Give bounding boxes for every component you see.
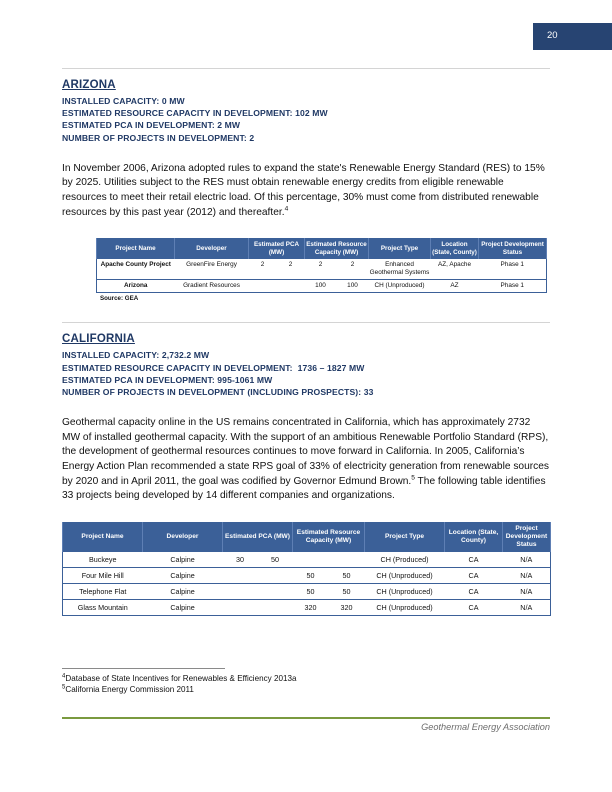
cell-project-type: CH (Unproduced) — [369, 280, 431, 293]
th-project-type: Project Type — [365, 522, 445, 551]
table-row — [63, 583, 551, 599]
cell-status: Phase 1 — [479, 259, 547, 280]
cell-developer: Calpine — [143, 583, 223, 599]
cell-pca-min — [249, 280, 277, 293]
th-status: Project Development Status — [479, 239, 547, 259]
cell-location: CA — [445, 583, 503, 599]
footnote-marker-4: 4 — [284, 205, 289, 213]
table-arizona-header-row — [97, 239, 547, 259]
th-estimated-pca: Estimated PCA (MW) — [249, 239, 305, 259]
cell-developer: GreenFire Energy — [175, 259, 249, 280]
paragraph-arizona — [62, 162, 550, 220]
cell-pca-min: 30 — [223, 551, 258, 567]
footnote-number: 4 — [62, 673, 66, 680]
cell-resource-min: 100 — [305, 280, 337, 293]
cell-project-name: Apache County Project — [97, 259, 175, 280]
state-heading-california: CALIFORNIA — [62, 333, 135, 346]
cell-resource-max — [329, 551, 365, 567]
table-arizona-wrapper — [96, 238, 546, 302]
cell-status: N/A — [503, 599, 551, 615]
table-row — [63, 599, 551, 615]
page-number-block — [533, 23, 612, 50]
cell-location: CA — [445, 567, 503, 583]
cell-pca-min — [223, 567, 258, 583]
footnote-number: 5 — [62, 684, 66, 691]
table-row — [97, 280, 547, 293]
cell-status: N/A — [503, 567, 551, 583]
cell-project-name: Buckeye — [63, 551, 143, 567]
cell-status: N/A — [503, 583, 551, 599]
cell-resource-max: 50 — [329, 583, 365, 599]
cell-project-type: CH (Unproduced) — [365, 567, 445, 583]
cell-project-type: CH (Unproduced) — [365, 583, 445, 599]
th-project-name: Project Name — [97, 239, 175, 259]
state-heading-arizona: ARIZONA — [62, 79, 116, 91]
th-project-name: Project Name — [63, 522, 143, 551]
cell-pca-max: 50 — [258, 551, 293, 567]
cell-location: CA — [445, 551, 503, 567]
cell-resource-max: 100 — [337, 280, 369, 293]
table-row — [97, 259, 547, 280]
th-location: Location (State, County) — [445, 522, 503, 551]
th-estimated-resource-capacity: Estimated Resource Capacity (MW) — [293, 522, 365, 551]
th-project-type: Project Type — [369, 239, 431, 259]
cell-resource-min: 50 — [293, 567, 329, 583]
cell-pca-max — [258, 599, 293, 615]
stats-arizona — [62, 95, 550, 144]
th-status: Project Development Status — [503, 522, 551, 551]
cell-resource-min: 320 — [293, 599, 329, 615]
cell-project-type: Enhanced Geothermal Systems — [369, 259, 431, 280]
stat-pca: ESTIMATED PCA IN DEVELOPMENT: 995-1061 MW — [62, 374, 273, 385]
cell-pca-max — [277, 280, 305, 293]
stat-installed-capacity: INSTALLED CAPACITY: 0 MW — [62, 96, 185, 106]
table-california-wrapper — [62, 522, 550, 616]
cell-status: Phase 1 — [479, 280, 547, 293]
footer-divider — [62, 717, 550, 719]
cell-status: N/A — [503, 551, 551, 567]
cell-project-type: CH (Unproduced) — [365, 599, 445, 615]
page-number: 20 — [547, 30, 558, 41]
table-california-header-row — [63, 522, 551, 551]
cell-location: AZ, Apache — [431, 259, 479, 280]
stat-project-count: NUMBER OF PROJECTS IN DEVELOPMENT: 2 — [62, 132, 255, 143]
cell-project-name: Telephone Flat — [63, 583, 143, 599]
footnote-text: California Energy Commission 2011 — [65, 685, 194, 695]
cell-pca-max — [258, 567, 293, 583]
source-note-arizona: Source: GEA — [100, 295, 139, 303]
cell-resource-max: 320 — [329, 599, 365, 615]
stat-installed-capacity: INSTALLED CAPACITY: 2,732.2 MW — [62, 350, 210, 361]
stat-resource-capacity: ESTIMATED RESOURCE CAPACITY IN DEVELOPMENT: 1736 – 1827 MW — [62, 362, 365, 373]
cell-pca-min — [223, 583, 258, 599]
cell-project-name: Glass Mountain — [63, 599, 143, 615]
stat-pca: ESTIMATED PCA IN DEVELOPMENT: 2 MW — [62, 120, 241, 131]
paragraph-arizona-text: In November 2006, Arizona adopted rules to expand the state's Renewable Energy Standard (RES) to 15% by 2025. Utilities subject to the RES must obtain renewable energy credits from eligible renewable resources to meet their retail electric load. Of this percentage, 30% must come from distributed renewable resources by this past year (2012) and thereafter. — [62, 162, 545, 218]
th-estimated-pca: Estimated PCA (MW) — [223, 522, 293, 551]
cell-pca-max — [258, 583, 293, 599]
cell-developer: Calpine — [143, 567, 223, 583]
cell-resource-min — [293, 551, 329, 567]
section-arizona — [62, 68, 550, 302]
cell-resource-max: 2 — [337, 259, 369, 280]
cell-developer: Gradient Resources — [175, 280, 249, 293]
section-divider — [62, 68, 550, 69]
cell-developer: Calpine — [143, 599, 223, 615]
stat-project-count: NUMBER OF PROJECTS IN DEVELOPMENT (INCLUDING PROSPECTS): 33 — [62, 386, 374, 397]
table-california — [62, 522, 551, 616]
section-divider — [62, 322, 550, 323]
cell-pca-min — [223, 599, 258, 615]
cell-resource-min: 50 — [293, 583, 329, 599]
th-developer: Developer — [143, 522, 223, 551]
cell-location: CA — [445, 599, 503, 615]
section-california — [62, 322, 550, 615]
cell-project-type: CH (Produced) — [365, 551, 445, 567]
footnotes-block — [62, 668, 550, 696]
stats-california — [62, 349, 550, 398]
footnote-item — [62, 673, 550, 684]
table-arizona-body — [97, 259, 547, 293]
table-row — [63, 567, 551, 583]
table-arizona — [96, 238, 547, 293]
document-content — [62, 68, 550, 616]
footer-organization: Geothermal Energy Association — [421, 722, 550, 732]
cell-location: AZ — [431, 280, 479, 293]
cell-project-name: Arizona — [97, 280, 175, 293]
footnote-item — [62, 684, 550, 695]
cell-project-name: Four Mile Hill — [63, 567, 143, 583]
footnote-separator — [62, 668, 225, 669]
cell-developer: Calpine — [143, 551, 223, 567]
cell-resource-min: 2 — [305, 259, 337, 280]
stat-resource-capacity: ESTIMATED RESOURCE CAPACITY IN DEVELOPMENT: 102 MW — [62, 108, 328, 119]
cell-pca-min: 2 — [249, 259, 277, 280]
cell-pca-max: 2 — [277, 259, 305, 280]
table-california-body — [63, 551, 551, 615]
footnote-text: Database of State Incentives for Renewables & Efficiency 2013a — [65, 674, 297, 683]
paragraph-california — [62, 416, 550, 504]
table-row — [63, 551, 551, 567]
th-location: Location (State, County) — [431, 239, 479, 259]
paragraph-california-text-part1: Geothermal capacity online in the US remains concentrated in California, which has approximately 2732 MW of installed geothermal capacity. With the support of an ambitious Renewable Portfolio Standard (RPS), the development of geothermal resources continues to move forward in California. In 2005, California’s Energy Action Plan recommended a state RPS goal of 33% of electricity generation from renewable sources by 2020 and in April 2011, the goal was codified by Governor Edmund Brown. — [62, 417, 549, 487]
th-developer: Developer — [175, 239, 249, 259]
th-estimated-resource-capacity: Estimated Resource Capacity (MW) — [305, 239, 369, 259]
footnote-marker-5: 5 — [411, 474, 415, 482]
cell-resource-max: 50 — [329, 567, 365, 583]
paragraph-california-text-part2: The following table identifies 33 projects being developed by 14 different companies and organizations. — [62, 475, 546, 502]
